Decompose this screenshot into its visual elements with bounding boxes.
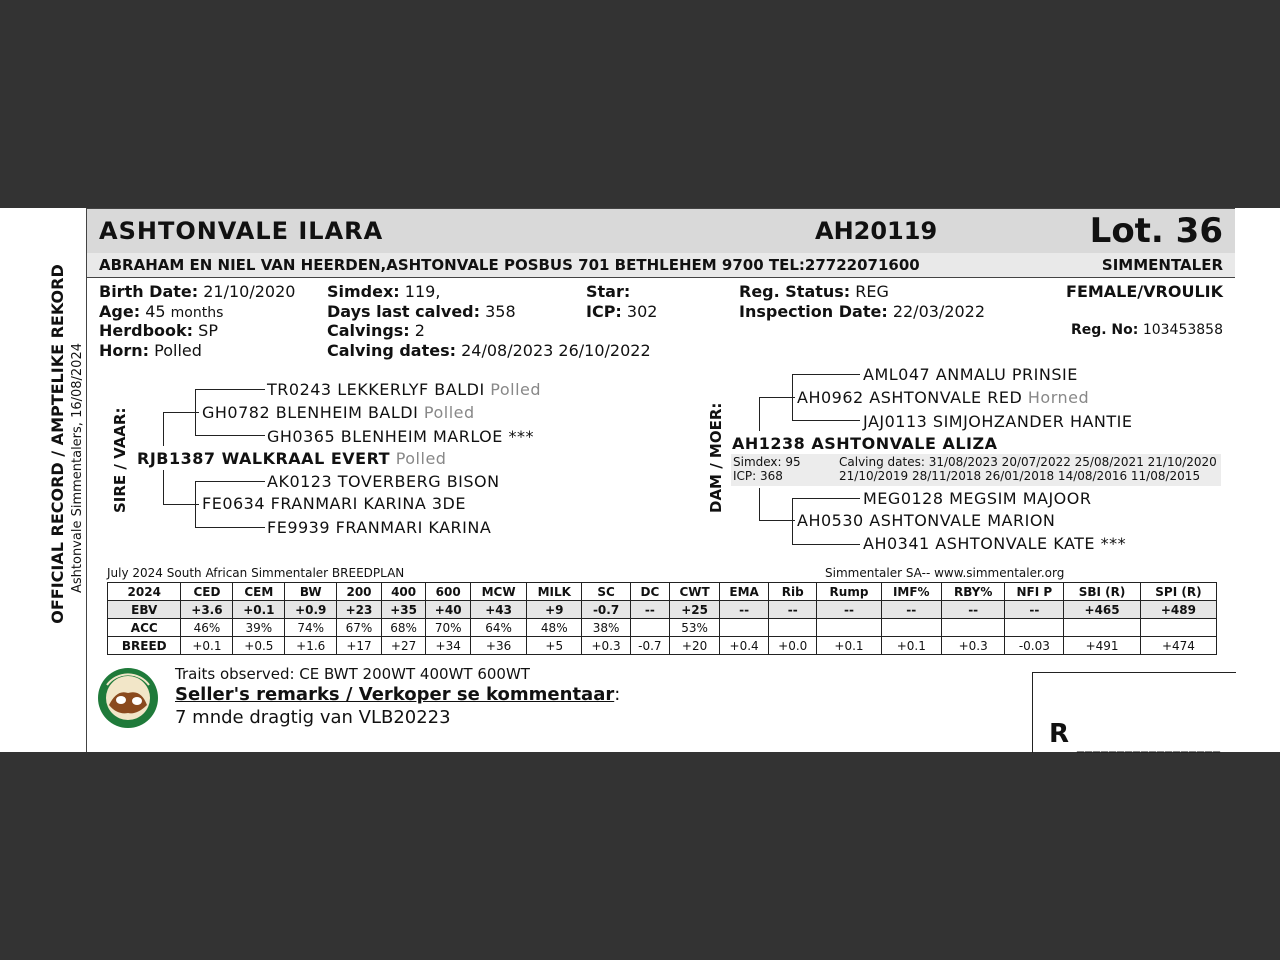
ebv-cell-headers-13: Rib	[769, 583, 817, 601]
ebv-cell-acc-19	[1140, 619, 1216, 637]
herdbook: Herdbook: SP	[99, 321, 218, 340]
ebv-cell-headers-6: 600	[426, 583, 471, 601]
ebv-cell-ebv-8: +9	[527, 601, 582, 619]
ebv-cell-acc-17	[1005, 619, 1064, 637]
breedplan-title: July 2024 South African Simmentaler BREEDPLAN	[107, 566, 405, 580]
ebv-cell-acc-11: 53%	[669, 619, 719, 637]
ebv-cell-breed-13: +0.0	[769, 637, 817, 655]
ebv-cell-breed-19: +474	[1140, 637, 1216, 655]
dam-calving-info	[731, 454, 1221, 486]
card-header	[87, 208, 1235, 254]
ebv-header-row	[108, 583, 1217, 601]
sire-dam-sire: AK0123 TOVERBERG BISON	[267, 472, 500, 491]
ebv-cell-acc-8: 48%	[527, 619, 582, 637]
ebv-cell-headers-0: 2024	[108, 583, 181, 601]
ebv-cell-acc-10	[630, 619, 669, 637]
ebv-cell-breed-18: +491	[1064, 637, 1141, 655]
official-record-subtitle: Ashtonvale Simmentalers, 16/08/2024	[70, 343, 85, 594]
ebv-cell-breed-3: +1.6	[285, 637, 337, 655]
ebv-cell-breed-6: +34	[426, 637, 471, 655]
sire-sire-sire: TR0243 LEKKERLYF BALDI Polled	[267, 380, 542, 399]
sire-sire: GH0782 BLENHEIM BALDI Polled	[202, 403, 475, 422]
ebv-cell-breed-14: +0.1	[817, 637, 881, 655]
official-record-title: OFFICIAL RECORD / AMPTELIKE REKORD	[48, 264, 67, 624]
ebv-cell-ebv-5: +35	[381, 601, 426, 619]
calving-dates: Calving dates: 24/08/2023 26/10/2022	[327, 341, 651, 360]
ebv-cell-acc-7: 64%	[470, 619, 526, 637]
ebv-cell-headers-14: Rump	[817, 583, 881, 601]
ebv-cell-breed-17: -0.03	[1005, 637, 1064, 655]
ebv-cell-acc-9: 38%	[582, 619, 630, 637]
ebv-cell-ebv-0: EBV	[108, 601, 181, 619]
ebv-cell-headers-9: SC	[582, 583, 630, 601]
sire-dam-dam: FE9939 FRANMARI KARINA	[267, 518, 492, 537]
ebv-cell-acc-1: 46%	[181, 619, 233, 637]
ebv-cell-breed-0: BREED	[108, 637, 181, 655]
ebv-cell-ebv-12: --	[720, 601, 769, 619]
animal-reg-code: AH20119	[815, 217, 938, 245]
ebv-cell-breed-1: +0.1	[181, 637, 233, 655]
ebv-cell-ebv-2: +0.1	[233, 601, 285, 619]
ebv-cell-headers-10: DC	[630, 583, 669, 601]
breedplan-website: Simmentaler SA-- www.simmentaler.org	[825, 566, 1065, 580]
ebv-cell-breed-9: +0.3	[582, 637, 630, 655]
ebv-cell-ebv-11: +25	[669, 601, 719, 619]
owner-address: ABRAHAM EN NIEL VAN HEERDEN,ASHTONVALE POSBUS 701 BETHLEHEM 9700 TEL:27722071600	[99, 256, 920, 274]
ebv-cell-ebv-10: --	[630, 601, 669, 619]
ebv-cell-ebv-16: --	[942, 601, 1005, 619]
reg-number: Reg. No: 103453858	[1070, 322, 1223, 338]
ebv-cell-acc-0: ACC	[108, 619, 181, 637]
ebv-cell-headers-7: MCW	[470, 583, 526, 601]
ebv-cell-acc-2: 39%	[233, 619, 285, 637]
ebv-cell-ebv-17: --	[1005, 601, 1064, 619]
dam-dam-dam: AH0341 ASHTONVALE KATE ***	[863, 534, 1127, 553]
seller-remarks-heading: Seller's remarks / Verkoper se kommentaar:	[175, 684, 621, 705]
ebv-cell-acc-5: 68%	[381, 619, 426, 637]
bid-amount-line[interactable]: __________________	[1077, 737, 1221, 753]
simdex: Simdex: 119,	[327, 282, 441, 301]
acc-row	[108, 619, 1217, 637]
bid-box	[1032, 672, 1236, 753]
ebv-cell-ebv-4: +23	[337, 601, 382, 619]
dam-calving-dates-1: Calving dates: 31/08/2023 20/07/2022 25/08/2021 21/10/2020	[839, 455, 1217, 469]
ebv-cell-breed-8: +5	[527, 637, 582, 655]
reg-status: Reg. Status: REG	[739, 282, 889, 301]
ebv-cell-headers-15: IMF%	[881, 583, 941, 601]
ebv-cell-ebv-19: +489	[1140, 601, 1216, 619]
ebv-cell-breed-5: +27	[381, 637, 426, 655]
bid-currency: R	[1049, 719, 1070, 749]
ebv-table	[107, 582, 1217, 655]
ebv-cell-acc-16	[942, 619, 1005, 637]
ebv-cell-headers-2: CEM	[233, 583, 285, 601]
dam-name: AH1238 ASHTONVALE ALIZA	[732, 434, 998, 453]
dam-sire: AH0962 ASHTONVALE RED Horned	[797, 388, 1090, 407]
ebv-cell-ebv-13: --	[769, 601, 817, 619]
sex: FEMALE/VROULIK	[1066, 282, 1223, 301]
ebv-cell-breed-2: +0.5	[233, 637, 285, 655]
inspection-date: Inspection Date: 22/03/2022	[739, 302, 986, 321]
ebv-cell-ebv-3: +0.9	[285, 601, 337, 619]
ebv-cell-ebv-14: --	[817, 601, 881, 619]
animal-name: ASHTONVALE ILARA	[99, 217, 384, 245]
ebv-cell-ebv-7: +43	[470, 601, 526, 619]
dam-dam: AH0530 ASHTONVALE MARION	[797, 511, 1056, 530]
star: Star:	[586, 282, 631, 301]
ebv-cell-acc-3: 74%	[285, 619, 337, 637]
dam-label: DAM / MOER:	[707, 402, 725, 513]
ebv-cell-breed-15: +0.1	[881, 637, 941, 655]
sire-dam: FE0634 FRANMARI KARINA 3DE	[202, 494, 466, 513]
ebv-cell-headers-17: NFI P	[1005, 583, 1064, 601]
dam-dam-sire: MEG0128 MEGSIM MAJOOR	[863, 489, 1092, 508]
lot-number: Lot. 36	[1089, 211, 1223, 251]
breed-name: SIMMENTALER	[1101, 256, 1223, 274]
sire-sire-dam: GH0365 BLENHEIM MARLOE ***	[267, 427, 534, 446]
traits-observed: Traits observed: CE BWT 200WT 400WT 600WT	[175, 665, 530, 683]
dam-simdex: Simdex: 95	[733, 455, 801, 469]
dam-calving-dates-2: 21/10/2019 28/11/2018 26/01/2018 14/08/2016 11/08/2015	[839, 469, 1201, 483]
ebv-cell-headers-3: BW	[285, 583, 337, 601]
ebv-cell-acc-4: 67%	[337, 619, 382, 637]
ebv-cell-ebv-9: -0.7	[582, 601, 630, 619]
side-label	[46, 232, 90, 656]
ebv-cell-acc-14	[817, 619, 881, 637]
breed-row	[108, 637, 1217, 655]
ebv-cell-headers-19: SPI (R)	[1140, 583, 1216, 601]
ebv-cell-breed-7: +36	[470, 637, 526, 655]
ebv-cell-headers-1: CED	[181, 583, 233, 601]
ebv-row	[108, 601, 1217, 619]
ebv-cell-headers-5: 400	[381, 583, 426, 601]
dam-sire-dam: JAJ0113 SIMJOHZANDER HANTIE	[863, 412, 1133, 431]
ebv-cell-breed-16: +0.3	[942, 637, 1005, 655]
ebv-cell-breed-4: +17	[337, 637, 382, 655]
ebv-cell-headers-8: MILK	[527, 583, 582, 601]
owner-row	[87, 253, 1235, 278]
ebv-cell-ebv-6: +40	[426, 601, 471, 619]
ebv-cell-acc-15	[881, 619, 941, 637]
sire-name: RJB1387 WALKRAAL EVERT Polled	[137, 449, 447, 468]
ebv-cell-headers-4: 200	[337, 583, 382, 601]
ebv-cell-ebv-1: +3.6	[181, 601, 233, 619]
ebv-cell-headers-16: RBY%	[942, 583, 1005, 601]
ebv-cell-breed-11: +20	[669, 637, 719, 655]
ebv-cell-breed-12: +0.4	[720, 637, 769, 655]
sire-label: SIRE / VAAR:	[111, 407, 129, 513]
ebv-cell-breed-10: -0.7	[630, 637, 669, 655]
ebv-cell-acc-18	[1064, 619, 1141, 637]
age: Age: 45 months	[99, 302, 224, 321]
dam-sire-sire: AML047 ANMALU PRINSIE	[863, 365, 1078, 384]
ebv-cell-headers-12: EMA	[720, 583, 769, 601]
ebv-cell-acc-6: 70%	[426, 619, 471, 637]
calvings: Calvings: 2	[327, 321, 425, 340]
ebv-cell-ebv-18: +465	[1064, 601, 1141, 619]
icp: ICP: 302	[586, 302, 658, 321]
simmentaler-logo-icon	[97, 667, 159, 729]
days-last-calved: Days last calved: 358	[327, 302, 516, 321]
ebv-cell-headers-18: SBI (R)	[1064, 583, 1141, 601]
lot-card	[86, 208, 1235, 752]
ebv-cell-acc-13	[769, 619, 817, 637]
ebv-cell-headers-11: CWT	[669, 583, 719, 601]
ebv-cell-ebv-15: --	[881, 601, 941, 619]
seller-remarks-text: 7 mnde dragtig van VLB20223	[175, 707, 451, 728]
birth-date: Birth Date: 21/10/2020	[99, 282, 296, 301]
dam-icp: ICP: 368	[733, 469, 783, 483]
ebv-cell-acc-12	[720, 619, 769, 637]
horn: Horn: Polled	[99, 341, 202, 360]
